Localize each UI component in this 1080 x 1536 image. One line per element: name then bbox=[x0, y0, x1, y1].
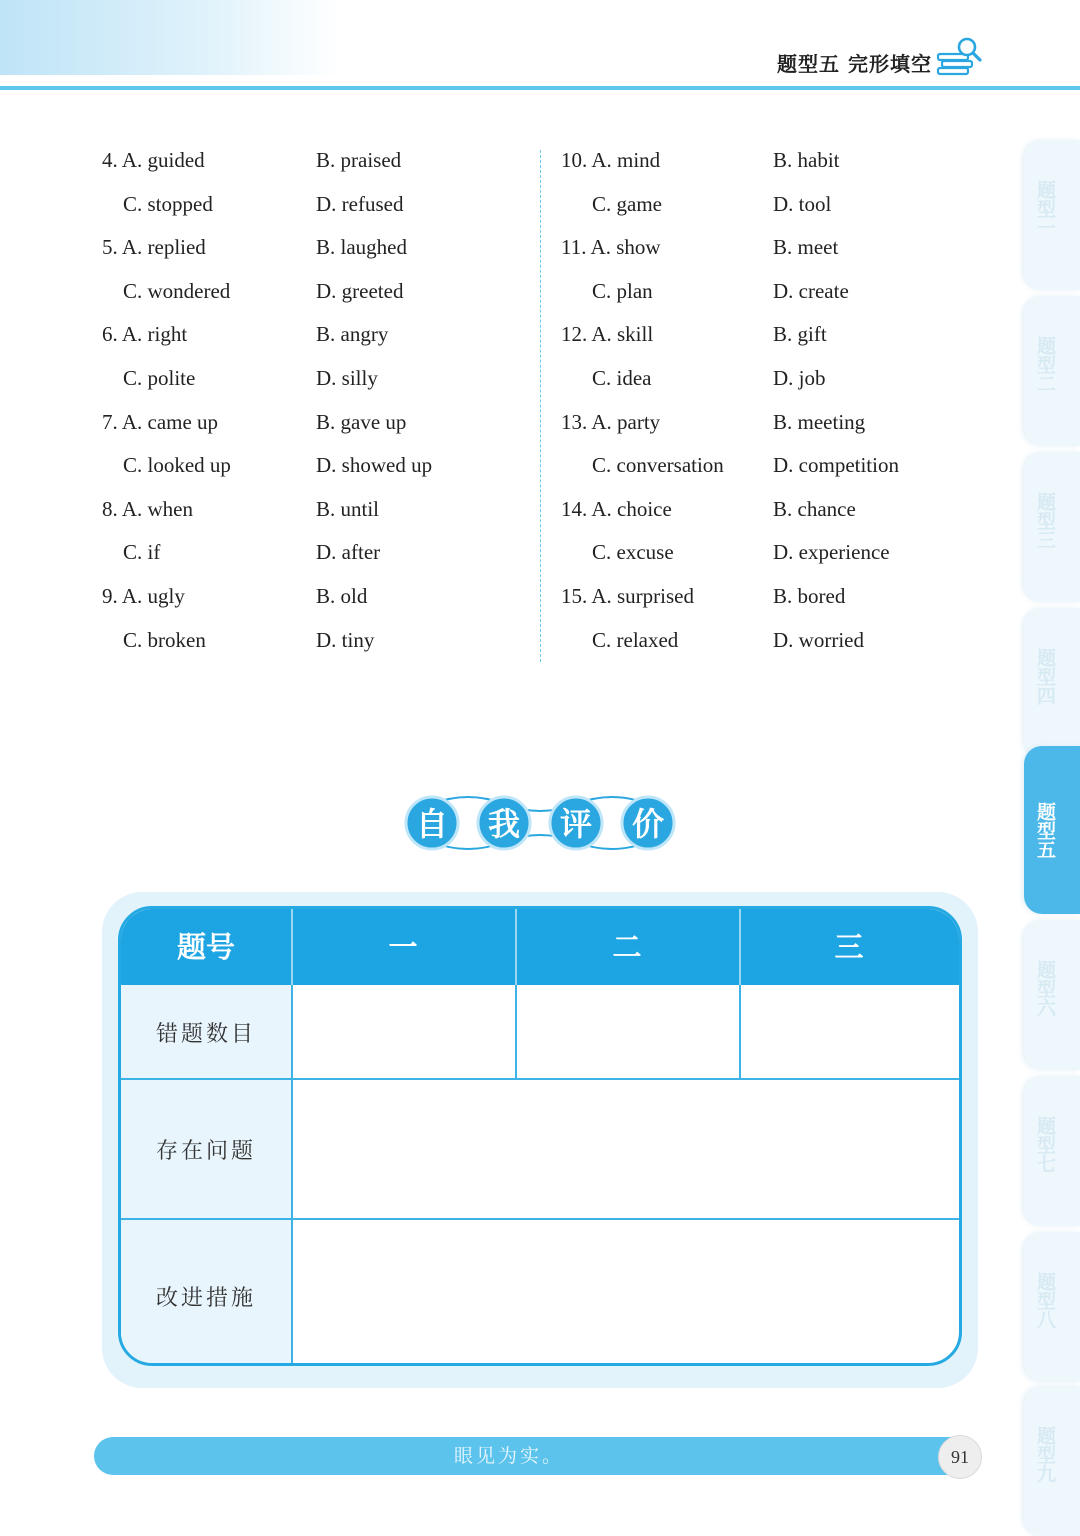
option-c: C. if bbox=[123, 540, 161, 565]
option-d: D. experience bbox=[773, 540, 890, 565]
option-a: 14. A. choice bbox=[561, 496, 672, 521]
option-b: B. chance bbox=[773, 496, 856, 521]
option-c: C. looked up bbox=[123, 453, 231, 478]
option-a: 10. A. mind bbox=[561, 148, 661, 172]
option-a: 15. A. surprised bbox=[561, 584, 694, 608]
option-c: C. game bbox=[592, 191, 662, 216]
option-b: B. angry bbox=[316, 322, 389, 347]
option-a: 8. A. when bbox=[102, 496, 193, 521]
side-tab-5[interactable] bbox=[1024, 746, 1080, 914]
row-label-problems: 存在问题 bbox=[155, 1139, 256, 1164]
self-eval-title bbox=[402, 792, 682, 854]
header-cell-2: 二 bbox=[612, 930, 642, 964]
option-b: B. meeting bbox=[773, 409, 866, 434]
cell-divider bbox=[739, 985, 741, 1079]
option-d: D. worried bbox=[773, 627, 864, 652]
option-b: B. gave up bbox=[316, 409, 407, 434]
side-tab-label: 题型九 bbox=[1034, 1426, 1056, 1483]
header-rule bbox=[0, 86, 1080, 90]
option-a: 5. A. replied bbox=[102, 235, 206, 260]
side-tab-label: 题型四 bbox=[1034, 648, 1056, 705]
column-divider bbox=[540, 150, 541, 662]
option-b: B. meet bbox=[773, 235, 839, 260]
row-label-wrong-count: 错题数目 bbox=[155, 1022, 256, 1047]
side-tab-2[interactable] bbox=[1024, 296, 1080, 446]
option-b: B. bored bbox=[773, 584, 846, 608]
side-tab-label: 题型八 bbox=[1034, 1272, 1056, 1329]
option-c: C. excuse bbox=[592, 540, 674, 565]
header-divider bbox=[515, 909, 517, 985]
option-a: 7. A. came up bbox=[102, 409, 219, 434]
side-tab-label: 题型三 bbox=[1034, 492, 1056, 549]
side-tab-label: 题型五 bbox=[1034, 802, 1056, 859]
option-c: C. broken bbox=[123, 627, 206, 652]
option-b: B. gift bbox=[773, 322, 827, 347]
option-b: B. until bbox=[316, 496, 380, 521]
option-b: B. laughed bbox=[316, 235, 407, 260]
title-char: 评 bbox=[559, 805, 593, 843]
side-tab-label: 题型一 bbox=[1034, 180, 1056, 237]
option-a: 13. A. party bbox=[561, 409, 661, 434]
title-char: 价 bbox=[631, 805, 665, 843]
option-a: 9. A. ugly bbox=[102, 584, 185, 608]
option-d: D. job bbox=[773, 366, 826, 390]
option-b: B. praised bbox=[316, 148, 402, 172]
eval-table bbox=[118, 906, 962, 1366]
option-a: 11. A. show bbox=[561, 235, 661, 260]
side-tab-7[interactable] bbox=[1024, 1076, 1080, 1226]
option-d: D. showed up bbox=[316, 453, 433, 478]
header-cell-1: 一 bbox=[388, 930, 418, 964]
option-c: C. stopped bbox=[123, 191, 213, 216]
cell-divider bbox=[515, 985, 517, 1079]
option-a: 6. A. right bbox=[102, 322, 188, 347]
header-divider bbox=[291, 909, 293, 985]
side-tab-label: 题型二 bbox=[1034, 336, 1056, 393]
header-gradient bbox=[0, 0, 340, 75]
option-d: D. competition bbox=[773, 453, 899, 478]
option-c: C. conversation bbox=[592, 453, 724, 478]
option-a: 12. A. skill bbox=[561, 322, 654, 347]
option-d: D. silly bbox=[316, 366, 378, 390]
side-tab-label: 题型六 bbox=[1034, 960, 1056, 1017]
label-divider bbox=[291, 985, 293, 1365]
option-b: B. habit bbox=[773, 148, 840, 172]
header-cell-number: 题号 bbox=[176, 930, 235, 964]
side-tab-9[interactable] bbox=[1024, 1386, 1080, 1536]
side-tab-label: 题型七 bbox=[1034, 1116, 1056, 1173]
side-tab-3[interactable] bbox=[1024, 452, 1080, 602]
option-a: 4. A. guided bbox=[102, 148, 205, 172]
option-d: D. tool bbox=[773, 191, 832, 216]
side-tab-8[interactable] bbox=[1024, 1232, 1080, 1382]
footer-motto: 眼见为实。 bbox=[453, 1445, 564, 1467]
option-c: C. idea bbox=[592, 366, 652, 390]
title-char: 我 bbox=[487, 805, 521, 843]
option-d: D. create bbox=[773, 278, 849, 303]
side-tab-4[interactable] bbox=[1024, 608, 1080, 758]
page-number: 91 bbox=[938, 1435, 982, 1479]
option-b: B. old bbox=[316, 584, 368, 608]
option-c: C. plan bbox=[592, 278, 653, 303]
row-label-improvements: 改进措施 bbox=[155, 1286, 256, 1311]
row-divider bbox=[121, 1078, 959, 1080]
title-char: 自 bbox=[415, 805, 449, 843]
side-tab-6[interactable] bbox=[1024, 920, 1080, 1070]
header-divider bbox=[739, 909, 741, 985]
page-title: 题型五 完形填空 bbox=[777, 52, 932, 76]
option-c: C. polite bbox=[123, 366, 196, 390]
side-tab-1[interactable] bbox=[1024, 140, 1080, 290]
option-d: D. tiny bbox=[316, 627, 375, 652]
option-c: C. wondered bbox=[123, 278, 231, 303]
row-divider bbox=[121, 1218, 959, 1220]
option-c: C. relaxed bbox=[592, 627, 679, 652]
header-cell-3: 三 bbox=[834, 930, 864, 964]
option-d: D. refused bbox=[316, 191, 404, 216]
option-d: D. after bbox=[316, 540, 381, 565]
magnifier-books-icon bbox=[936, 36, 982, 78]
option-d: D. greeted bbox=[316, 278, 404, 303]
